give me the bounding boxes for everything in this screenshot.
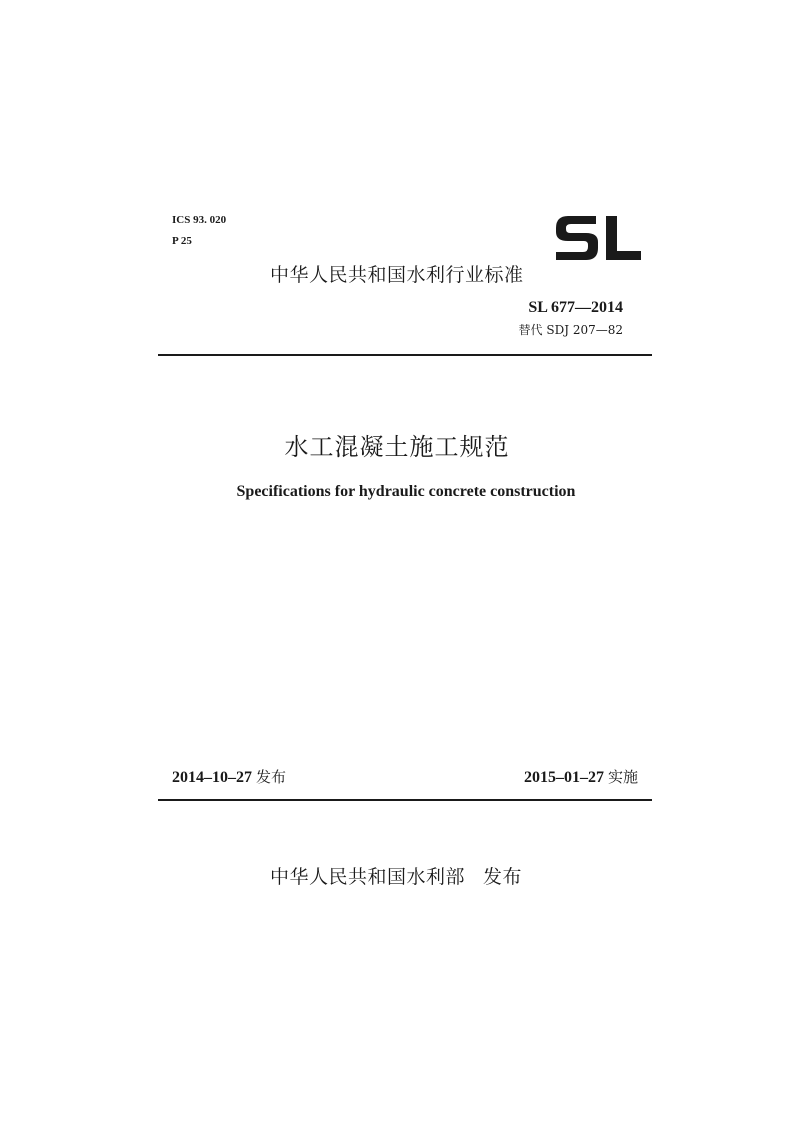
category-code: P 25 [172,235,192,247]
bottom-divider [158,799,652,801]
sl-logo [552,208,644,266]
standard-number: SL 677—2014 [528,299,623,316]
publisher-action: 发布 [483,866,523,888]
top-divider [158,354,652,356]
replaces-standard: 替代 SDJ 207—82 [518,323,623,337]
title-english: Specifications for hydraulic concrete construction [236,483,576,500]
implementation-label: 实施 [607,768,638,786]
implementation-date: 2015–01–27 [523,769,604,786]
issue-label: 发布 [256,768,287,786]
issue-date-line [172,767,286,788]
implementation-date-line [524,767,638,788]
publisher-name: 中华人民共和国水利部 [270,866,466,888]
ics-code: ICS 93. 020 [172,214,227,226]
title-chinese: 水工混凝土施工规范 [284,433,510,461]
publisher-line [270,865,522,889]
standard-org-title: 中华人民共和国水利行业标准 [270,264,524,286]
issue-date: 2014–10–27 [172,769,252,786]
